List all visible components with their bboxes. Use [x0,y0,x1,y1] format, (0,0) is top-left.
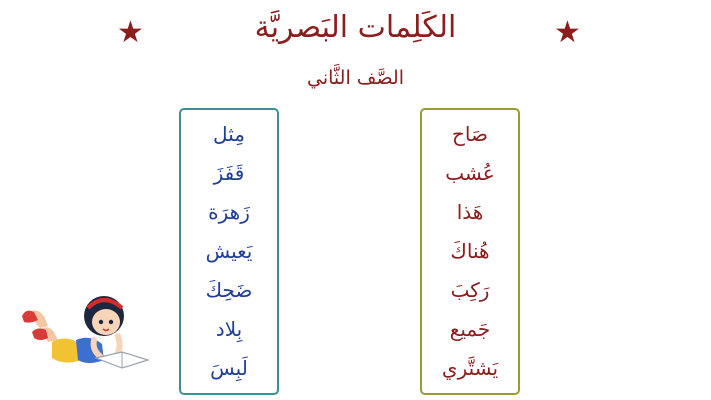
word-item: هُناكَ [450,239,490,263]
word-item: صَاح [452,122,488,146]
word-item: هَذا [456,200,484,224]
left-word-box [179,108,279,395]
word-item: عُشب [445,161,495,185]
girl-reading-book-icon [18,286,153,374]
word-item: يَعيش [205,239,253,263]
word-item: جَميع [449,317,491,341]
page-subtitle: الصَّف الثَّاني [307,67,404,89]
star-right-icon: ★ [554,15,581,50]
right-word-box [420,108,520,395]
word-item: رَكِبَ [450,278,490,302]
word-item: قَفَزَ [213,161,245,185]
word-item: ضَحِكَ [205,278,253,302]
word-item: بِلاد [215,317,243,341]
word-item: زَهرَة [208,200,250,224]
word-item: مِثل [213,122,245,146]
word-item: يَشتَّري [441,356,499,380]
star-left-icon: ★ [117,15,144,50]
page-title: الكَلِمات البَصريَّة [254,10,457,45]
word-item: لَبِسَ [210,356,248,380]
